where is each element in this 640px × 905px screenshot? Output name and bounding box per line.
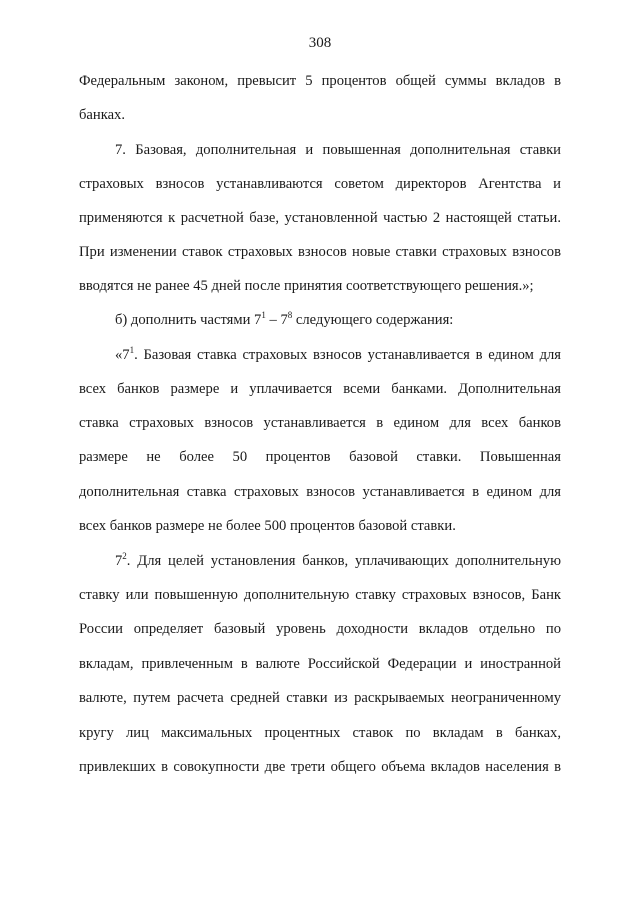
text-line: валюте, путем расчета средней ставки из раскрываемых неограниченному — [79, 690, 561, 706]
text-line: дополнительная ставка страховых взносов устанавливается в едином для — [79, 484, 561, 500]
text-line — [115, 346, 561, 364]
text-line: России определяет базовый уровень доходности вкладов отдельно по — [79, 621, 561, 637]
text-segment: . Для целей установления банков, уплачивающих дополнительную — [126, 553, 561, 569]
text-line: размере не более 50 процентов базовой ставки. Повышенная — [79, 449, 561, 465]
text-line: 7. Базовая, дополнительная и повышенная дополнительная ставки — [115, 142, 561, 158]
text-line: Федеральным законом, превысит 5 процентов общей суммы вкладов в — [79, 73, 561, 89]
superscript: 2 — [122, 551, 127, 561]
text-line: всех банков размере не более 500 процентов базовой ставки. — [79, 518, 456, 534]
text-segment: «7 — [115, 347, 130, 363]
text-segment: б) дополнить частями 7 — [115, 312, 262, 328]
page-number: 308 — [308, 35, 332, 51]
text-line: банках. — [79, 107, 126, 123]
text-line — [115, 552, 561, 570]
text-line: страховых взносов устанавливаются советом директоров Агентства и — [79, 176, 561, 192]
text-line: привлекших в совокупности две трети общего объема вкладов населения в — [79, 759, 561, 775]
text-line: кругу лиц максимальных процентных ставок по вкладам в банках, — [79, 725, 561, 741]
text-segment: 7 — [115, 553, 123, 569]
text-segment: . Базовая ставка страховых взносов устанавливается в едином для — [134, 347, 561, 363]
text-segment: следующего содержания: — [292, 312, 454, 328]
text-line: применяются к расчетной базе, установленной частью 2 настоящей статьи. — [79, 210, 561, 226]
text-line: всех банков размере и уплачивается всеми банками. Дополнительная — [79, 381, 561, 397]
text-line: ставка страховых взносов устанавливается в едином для всех банков — [79, 415, 561, 431]
superscript: 1 — [261, 310, 266, 320]
superscript: 1 — [129, 345, 135, 355]
text-line: При изменении ставок страховых взносов новые ставки страховых взносов — [79, 244, 561, 260]
text-line: вводятся не ранее 45 дней после принятия соответствующего решения.»; — [79, 278, 534, 294]
text-segment: – 7 — [265, 312, 288, 328]
superscript: 8 — [287, 310, 293, 320]
text-line: вкладам, привлеченным в валюте Российской Федерации и иностранной — [79, 656, 561, 672]
text-line: ставку или повышенную дополнительную ставку страховых взносов, Банк — [79, 587, 561, 603]
text-line — [115, 311, 561, 329]
